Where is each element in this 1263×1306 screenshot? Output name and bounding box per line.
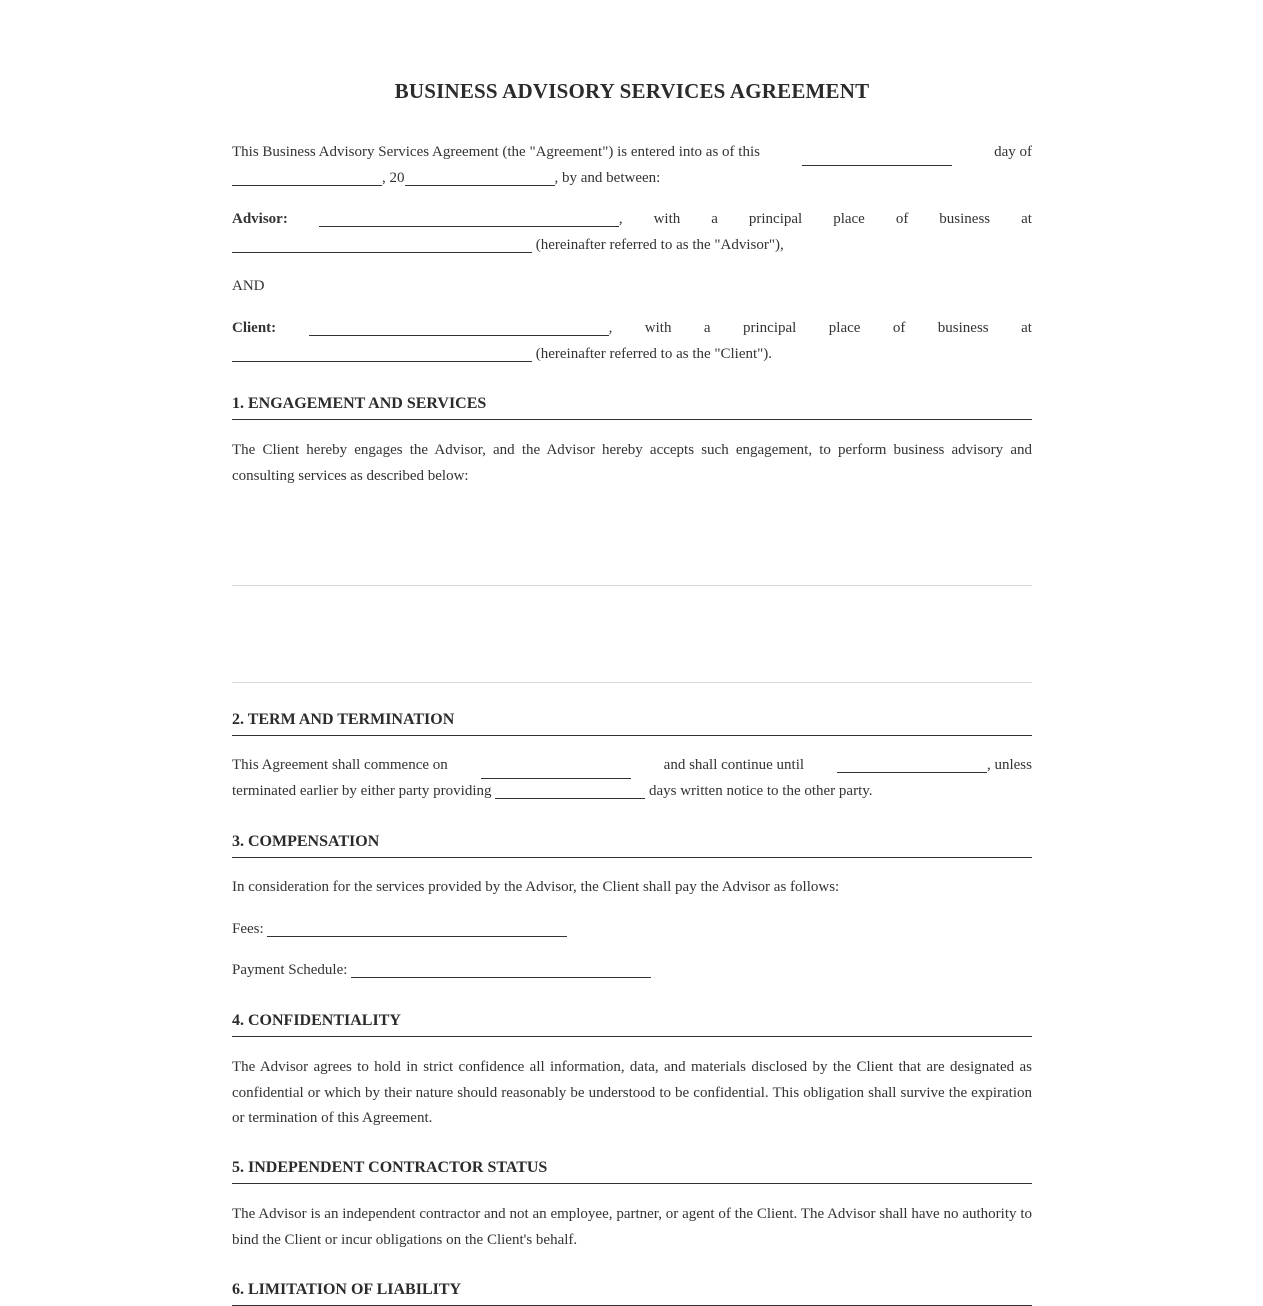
compensation-body: In consideration for the services provided by the Advisor, the Client shall pay the Advisor as follows: [232,879,840,895]
intro-by-between: , by and between: [554,169,661,186]
advisor-line-1 [232,207,1032,233]
advisor-word: with [653,211,681,227]
term-text-3: , unless [986,757,1032,773]
client-word: place [828,320,861,336]
section-heading-liability: 6. LIMITATION OF LIABILITY [232,1281,1032,1306]
intro-text: This Business Advisory Services Agreement (the "Agreement") is entered into as of this [232,144,760,160]
advisor-word: place [833,211,865,227]
confidentiality-body: The Advisor agrees to hold in strict confidence all information, data, and materials disclosed by the Client that are designated as confidential or which by their nature should reasonably be understood to be confidential. This obligation shall survive the expiration or termination of this Agreement. [232,1059,1032,1126]
term-text-2: and shall continue until [663,757,805,773]
advisor-name-field[interactable] [319,209,619,227]
client-line-1 [232,316,1032,342]
section-heading-term: 2. TERM AND TERMINATION [232,711,1032,736]
term-text-5: days written notice to the other party. [648,782,873,799]
engagement-body: The Client hereby engages the Advisor, and the Advisor hereby accepts such engagement, to perform business advisory and consulting services as described below: [232,442,1032,484]
intro-year-prefix: , 20 [382,169,405,186]
payment-schedule-row [232,958,1032,984]
term-text-4: terminated earlier by either party providing [232,782,492,799]
payment-schedule-field[interactable] [351,960,651,978]
advisor-name-group [319,207,623,233]
intro-paragraph [232,140,1032,191]
commence-date-field[interactable] [481,761,631,779]
term-text-1: This Agreement shall commence on [232,757,448,773]
client-word: of [892,320,906,336]
advisor-word: a [711,211,718,227]
payment-schedule-label: Payment Schedule: [232,962,348,978]
advisor-word: at [1021,211,1032,227]
and-text: AND [232,278,265,294]
services-line-2[interactable] [232,682,1032,683]
advisor-word: of [895,211,909,227]
month-field[interactable] [232,168,382,186]
advisor-word: business [939,211,991,227]
term-end-group [837,753,1032,779]
section-heading-compensation: 3. COMPENSATION [232,833,1032,858]
fees-field[interactable] [267,919,567,937]
advisor-hereinafter: (hereinafter referred to as the "Advisor"), [535,236,784,253]
day-field[interactable] [802,148,952,166]
advisor-paragraph [232,207,1032,258]
client-name-group [309,316,613,342]
section-heading-contractor: 5. INDEPENDENT CONTRACTOR STATUS [232,1159,1032,1184]
term-line-1 [232,753,1032,779]
fees-row [232,917,1032,943]
notice-days-field[interactable] [495,781,645,799]
services-line-1[interactable] [232,585,1032,586]
document-title: BUSINESS ADVISORY SERVICES AGREEMENT [394,79,870,103]
client-comma: , [608,320,613,336]
client-word: with [644,320,672,336]
advisor-line-2 [232,233,1032,259]
advisor-comma: , [618,211,623,227]
intro-day-of: day of [994,144,1032,160]
intro-line-2 [232,166,1032,192]
client-address-field[interactable] [232,344,532,362]
client-line-2 [232,342,1032,368]
advisor-address-field[interactable] [232,235,532,253]
year-field[interactable] [405,168,555,186]
intro-line-1 [232,140,1032,166]
section-heading-confidentiality: 4. CONFIDENTIALITY [232,1012,1032,1037]
client-word: business [937,320,989,336]
contractor-body: The Advisor is an independent contractor and not an employee, partner, or agent of the Client. The Advisor shall have no authority to bind the Client or incur obligations on the Client's behalf. [232,1206,1032,1248]
advisor-label: Advisor: [232,211,288,227]
client-hereinafter: (hereinafter referred to as the "Client"). [535,345,773,362]
term-paragraph [232,753,1032,804]
advisor-word: principal [748,211,803,227]
end-date-field[interactable] [837,755,987,773]
client-paragraph [232,316,1032,367]
client-word: a [703,320,711,336]
fees-label: Fees: [232,921,264,937]
client-label: Client: [232,320,277,336]
term-line-2 [232,779,1032,805]
client-word: principal [743,320,797,336]
section-heading-engagement: 1. ENGAGEMENT AND SERVICES [232,395,1032,420]
client-name-field[interactable] [309,318,609,336]
client-word: at [1021,320,1032,336]
